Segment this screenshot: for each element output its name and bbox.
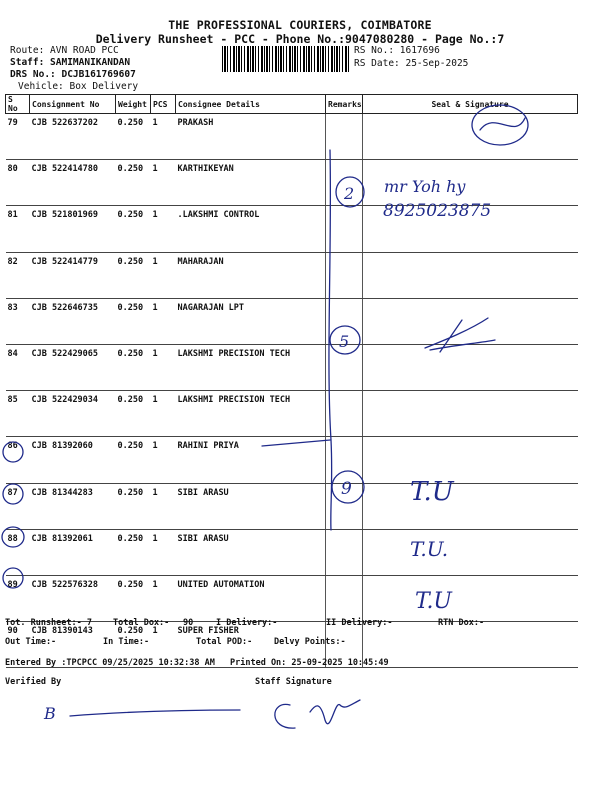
col-consignee: Consignee Details [176, 95, 326, 114]
cell-consignment: CJB 522637202 [30, 114, 116, 160]
staff-text: Staff: SAMIMANIKANDAN [10, 57, 131, 68]
cell-sno: 89 [6, 575, 30, 621]
remark-2-text: 2 [344, 184, 355, 203]
verified-by: Verified By [5, 677, 62, 687]
col-seal-signature: Seal & Signature [363, 95, 578, 114]
cell-pcs: 1 [151, 206, 176, 252]
tot-runsheet: Tot. Runsheet:- 7 [5, 618, 92, 628]
cell-consignee: MAHARAJAN [176, 252, 326, 298]
cell-sno: 79 [6, 114, 30, 160]
cell-consignee: SIBI ARASU [176, 529, 326, 575]
cell-pcs: 1 [151, 344, 176, 390]
arrow-stroke [262, 440, 330, 446]
verified-line [70, 710, 240, 716]
sno-circle-90 [3, 568, 23, 588]
cell-sno: 83 [6, 298, 30, 344]
cell-consignment: CJB 81344283 [30, 483, 116, 529]
cell-pcs: 1 [151, 622, 176, 668]
cell-weight: 0.250 [116, 483, 151, 529]
remark-5-text: 5 [339, 332, 350, 351]
delvy-points: Delvy Points:- [274, 637, 346, 647]
sno-circle-87 [3, 442, 23, 462]
company-title: THE PROFESSIONAL COURIERS, COIMBATORE [168, 18, 432, 32]
cell-sno: 90 [6, 622, 30, 668]
cell-sno: 81 [6, 206, 30, 252]
col-remarks: Remarks [326, 95, 363, 114]
signature-81-phone: 8925023875 [383, 201, 492, 221]
signature-90: T.U [415, 589, 452, 614]
staff-signature-label: Staff Signature [255, 677, 332, 687]
verified-mark: B [44, 704, 56, 723]
cell-weight: 0.250 [116, 252, 151, 298]
cell-pcs: 1 [151, 575, 176, 621]
cell-pcs: 1 [151, 529, 176, 575]
route-text: Route: AVN ROAD PCC [10, 45, 119, 56]
cell-weight: 0.250 [116, 529, 151, 575]
seal-stamp-scribble [480, 118, 525, 130]
cell-weight: 0.250 [116, 298, 151, 344]
cell-consignee: SUPER FISHER [176, 622, 326, 668]
cell-consignee: PRAKASH [176, 114, 326, 160]
rs-date-text: RS Date: 25-Sep-2025 [354, 58, 469, 69]
cell-sno: 84 [6, 344, 30, 390]
remark-9-text: 9 [341, 479, 352, 499]
cell-consignment: CJB 522646735 [30, 298, 116, 344]
cell-consignment: CJB 522576328 [30, 575, 116, 621]
signature-80-name: mr Yoh hy [384, 177, 466, 196]
col-pcs: PCS [151, 95, 176, 114]
runsheet-subtitle: Delivery Runsheet - PCC - Phone No.:9047080280 - Page No.:7 [95, 32, 505, 46]
signature-89: T.U. [410, 537, 449, 561]
cell-consignee: RAHINI PRIYA [176, 437, 326, 483]
drs-text: DRS No.: DCJB161769607 [10, 69, 136, 80]
cell-consignee: UNITED AUTOMATION [176, 575, 326, 621]
cell-weight: 0.250 [116, 160, 151, 206]
cell-consignment: CJB 522414780 [30, 160, 116, 206]
vehicle-text: Vehicle: Box Delivery [18, 81, 139, 92]
col-weight: Weight [116, 95, 151, 114]
i-delivery: I Delivery:- [216, 618, 278, 628]
cell-consignee: LAKSHMI PRECISION TECH [176, 391, 326, 437]
cell-weight: 0.250 [116, 114, 151, 160]
cell-weight: 0.250 [116, 575, 151, 621]
col-sno: S No [6, 95, 30, 114]
cell-consignment: CJB 81392061 [30, 529, 116, 575]
cell-pcs: 1 [151, 391, 176, 437]
rtn-dox: RTN Dox:- [438, 618, 485, 628]
cell-weight: 0.250 [116, 206, 151, 252]
in-time: In Time:- [103, 637, 150, 647]
total-pod: Total POD:- [196, 637, 253, 647]
cell-consignment: CJB 521801969 [30, 206, 116, 252]
cell-sno: 85 [6, 391, 30, 437]
cell-pcs: 1 [151, 160, 176, 206]
cell-consignee: SIBI ARASU [176, 483, 326, 529]
cell-sno: 86 [6, 437, 30, 483]
cell-weight: 0.250 [116, 391, 151, 437]
cell-consignment: CJB 522429034 [30, 391, 116, 437]
cell-consignment: CJB 81390143 [30, 622, 116, 668]
cell-pcs: 1 [151, 114, 176, 160]
cell-sno: 80 [6, 160, 30, 206]
total-dox-value: 90 [183, 618, 194, 628]
rs-no-text: RS No.: 1617696 [354, 45, 440, 56]
cell-weight: 0.250 [116, 437, 151, 483]
cell-consignee: .LAKSHMI CONTROL [176, 206, 326, 252]
cell-consignment: CJB 522414779 [30, 252, 116, 298]
cell-pcs: 1 [151, 298, 176, 344]
sno-circle-88 [3, 484, 23, 504]
cell-pcs: 1 [151, 483, 176, 529]
signature-84-scribble [425, 318, 495, 352]
ii-delivery: II Delivery:- [326, 618, 393, 628]
col-consignment: Consignment No [30, 95, 116, 114]
cell-consignee: LAKSHMI PRECISION TECH [176, 344, 326, 390]
total-dox-label: Total Dox:- [113, 618, 170, 628]
cell-weight: 0.250 [116, 344, 151, 390]
cell-sno: 82 [6, 252, 30, 298]
cell-consignee: NAGARAJAN LPT [176, 298, 326, 344]
signature-88: T.U [410, 477, 454, 507]
cell-sno: 88 [6, 529, 30, 575]
cell-pcs: 1 [151, 437, 176, 483]
printed-on: Printed On: 25-09-2025 10:45:49 [230, 658, 389, 668]
cell-consignment: CJB 81392060 [30, 437, 116, 483]
staff-signature-scribble [275, 700, 360, 728]
cell-pcs: 1 [151, 252, 176, 298]
entered-by: Entered By :TPCPCC 09/25/2025 10:32:38 AM [5, 658, 215, 668]
cell-consignee: KARTHIKEYAN [176, 160, 326, 206]
out-time: Out Time:- [5, 637, 57, 647]
cell-weight: 0.250 [116, 622, 151, 668]
cell-sno: 87 [6, 483, 30, 529]
cell-consignment: CJB 522429065 [30, 344, 116, 390]
sno-circle-89 [2, 527, 24, 547]
